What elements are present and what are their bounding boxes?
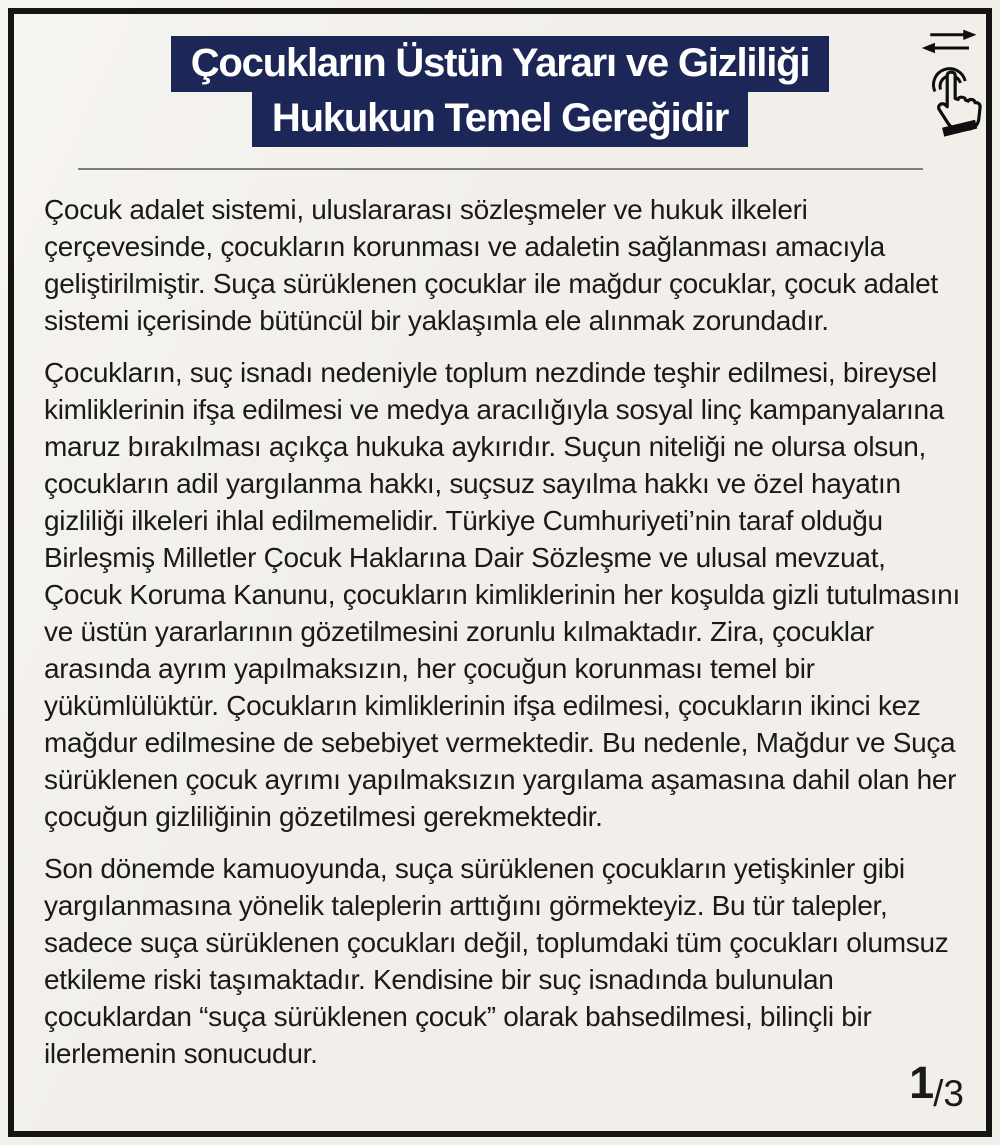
page-number-current: 1 xyxy=(909,1057,934,1108)
page-title-line2: Hukukun Temel Gereğidir xyxy=(252,91,748,147)
divider xyxy=(78,168,923,170)
header xyxy=(0,0,1000,147)
swipe-tap-hand-icon xyxy=(917,26,985,138)
body-paragraph: Son dönemde kamuoyunda, suça sürüklenen çocukların yetişkinler gibi yargılanmasına yönelik taleplerin arttığını görmekteyiz. Bu tür talepler, sadece suça sürüklenen çocukları değil, toplumdaki tüm çocukları olumsuz etkileme riski taşımaktadır. Kendisine bir suç isnadında bulunulan çocuklardan “suça sürüklenen çocuk” olarak bahsedilmesi, bilinçli bir ilerlemenin sonucudur. xyxy=(44,853,949,1069)
body-paragraph: Çocuk adalet sistemi, uluslararası sözleşmeler ve hukuk ilkeleri çerçevesinde, çocukların korunması ve adaletin sağlanması amacıyla geliştirilmiştir. Suça sürüklenen çocuklar ile mağdur çocuklar, çocuk adalet sistemi içerisinde bütüncül bir yaklaşımla ele alınmak zorundadır. xyxy=(44,194,938,336)
body-text xyxy=(44,191,964,1072)
body-paragraph: Çocukların, suç isnadı nedeniyle toplum nezdinde teşhir edilmesi, bireysel kimliklerinin ifşa edilmesi ve medya aracılığıyla sosyal linç kampanyalarına maruz bırakılması açıkça hukuka aykırıdır. Suçun niteliği ne olursa olsun, çocukların adil yargılanma hakkı, suçsuz sayılma hakkı ve özel hayatın gizliliği ilkeleri ihlal edilmemelidir. Türkiye Cumhuriyeti’nin taraf olduğu Birleşmiş Milletler Çocuk Haklarına Dair Sözleşme ve ulusal mevzuat, Çocuk Koruma Kanunu, çocukların kimliklerinin her koşulda gizli tutulmasını ve üstün yararlarının gözetilmesini zorunlu kılmaktadır. Zira, çocuklar arasında ayrım yapılmaksızın, her çocuğun korunması temel bir yükümlülüktür. Çocukların kimliklerinin ifşa edilmesi, çocukların ikinci kez mağdur edilmesine de sebebiyet vermektedir. Bu nedenle, Mağdur ve Suça sürüklenen çocuk ayrımı yapılmaksızın yargılama aşamasına dahil olan her çocuğun gizliliğinin gözetilmesi gerekmektedir. xyxy=(44,357,960,832)
page-number-total: /3 xyxy=(933,1073,964,1114)
page-title-line1: Çocukların Üstün Yararı ve Gizliliği xyxy=(171,36,830,92)
page-indicator xyxy=(909,1057,964,1115)
